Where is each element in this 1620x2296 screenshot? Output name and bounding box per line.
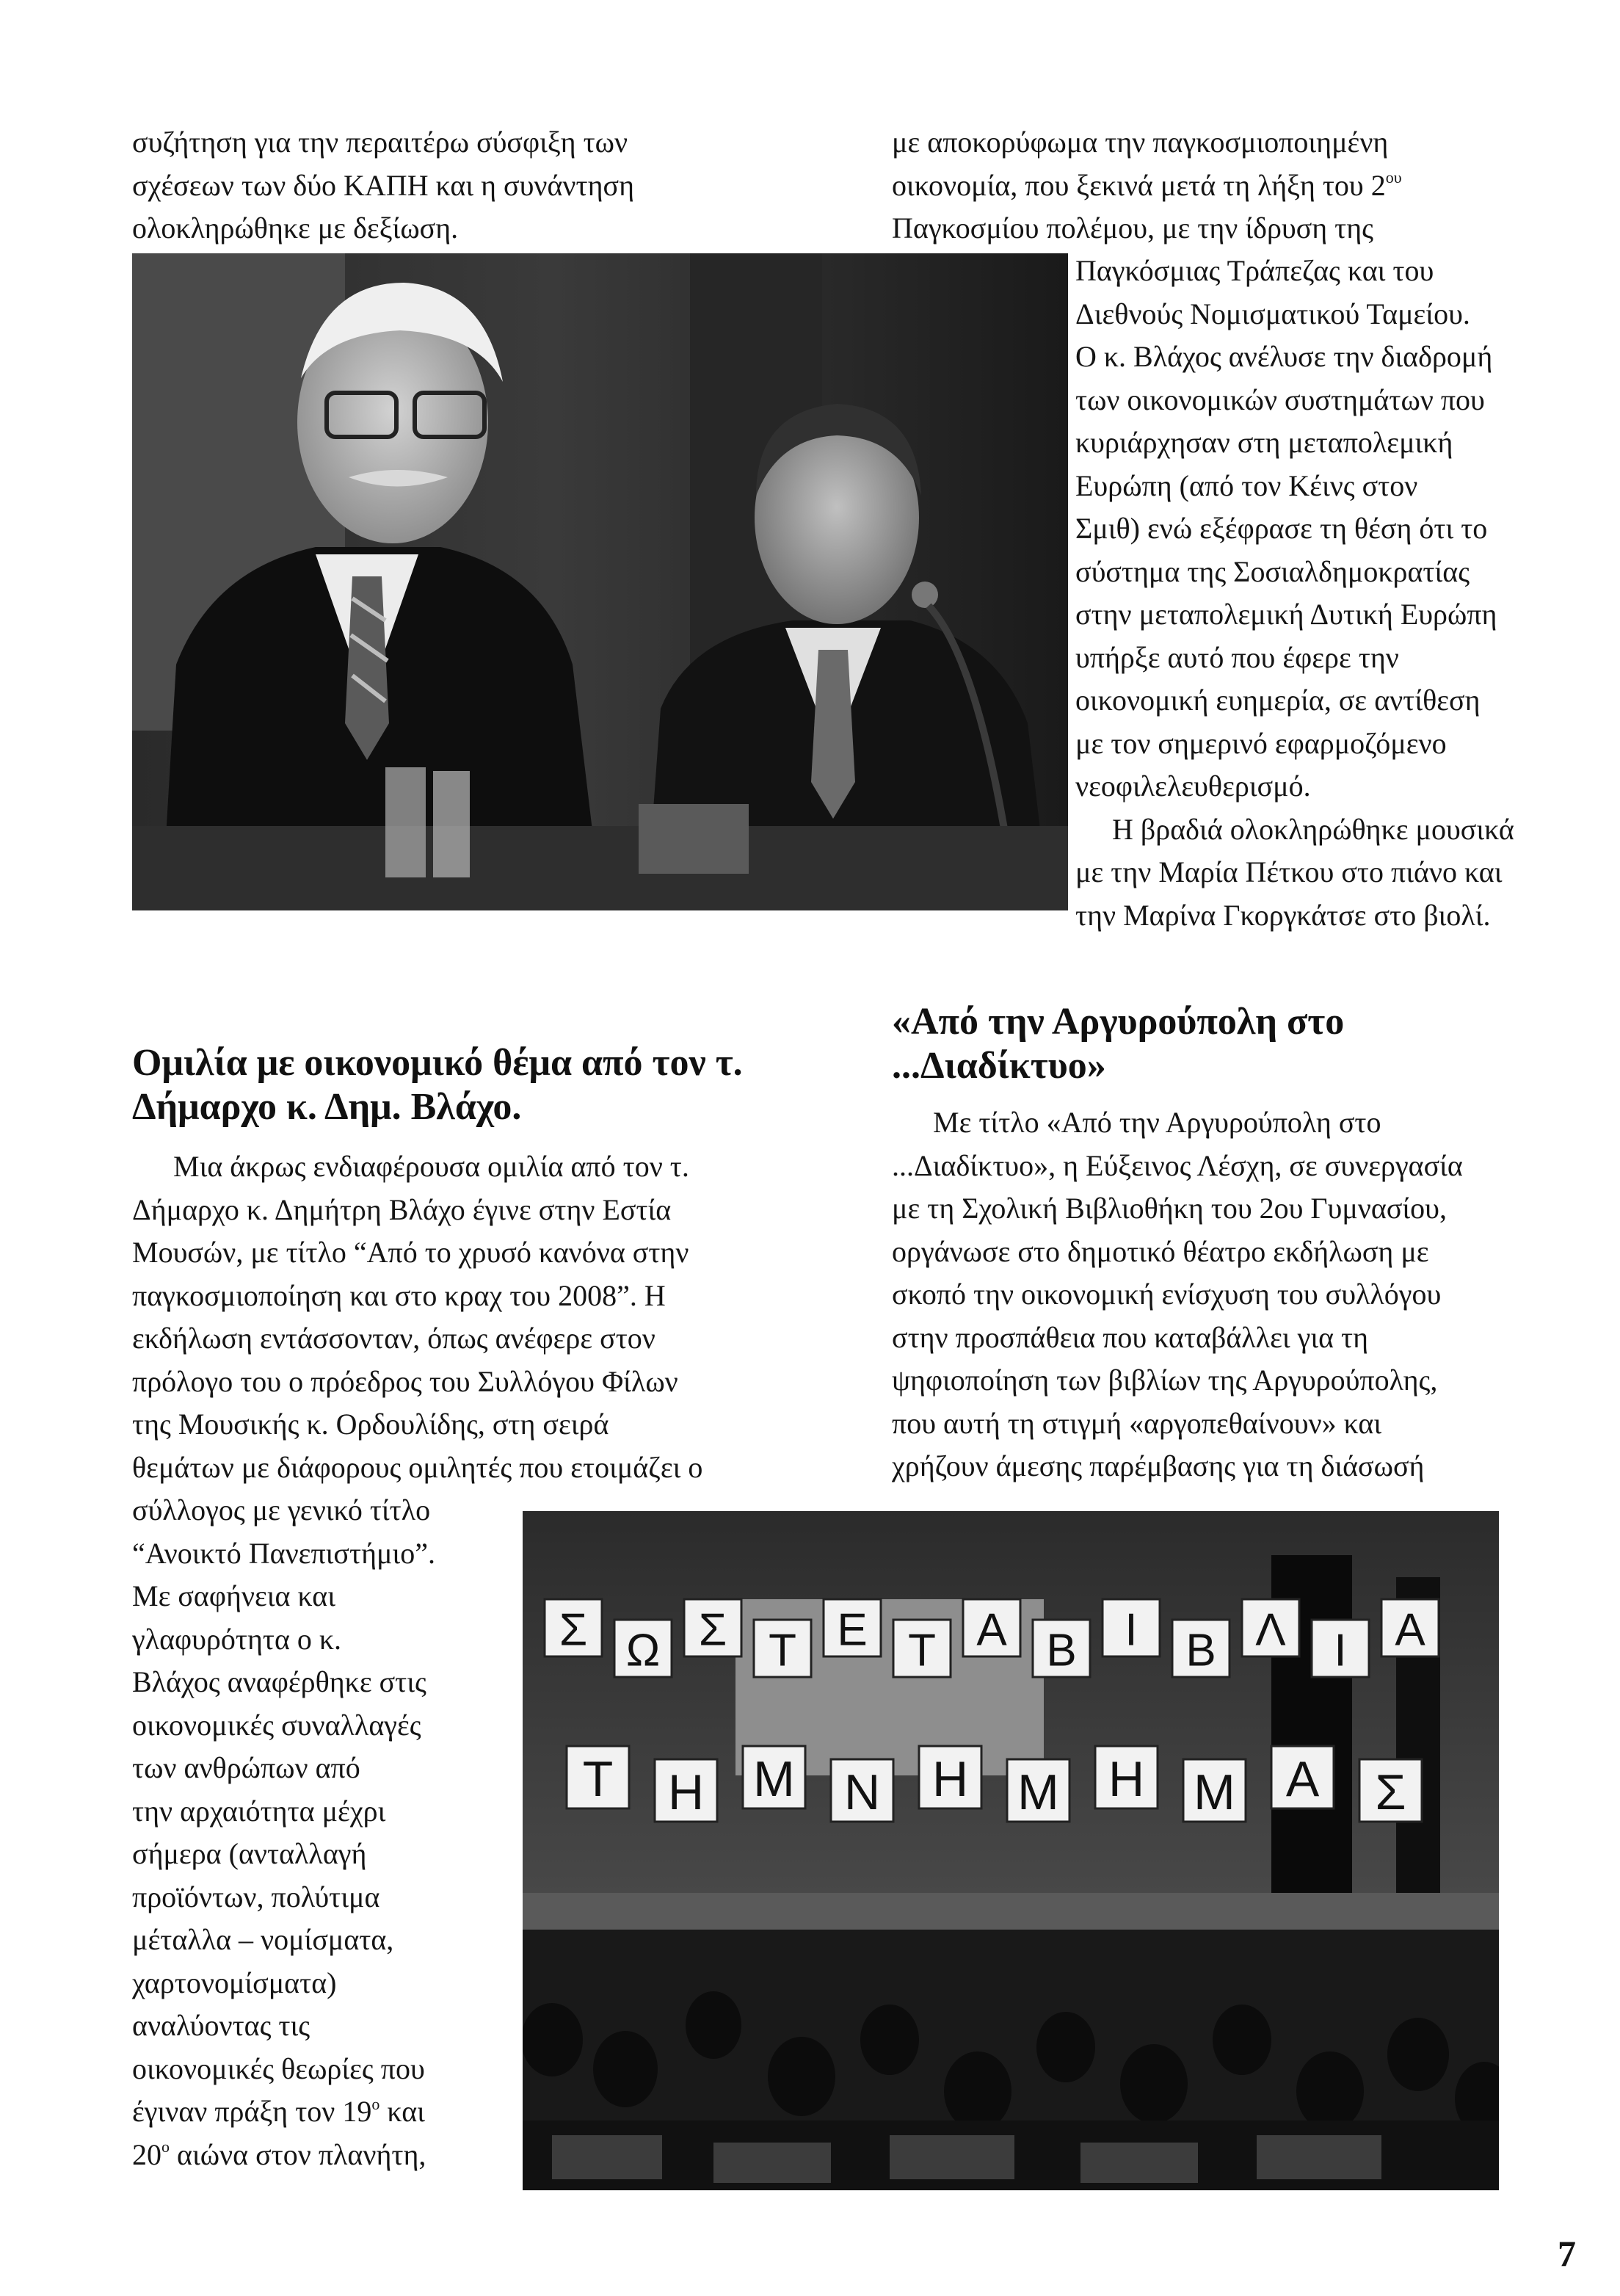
sign-card xyxy=(919,1746,981,1808)
text-line: στην μεταπολεμική Δυτική Ευρώπη xyxy=(1075,598,1497,631)
sign-card xyxy=(824,1599,881,1656)
text-line: την Μαρίνα Γκοργκάτσε στο βιολί. xyxy=(1075,898,1491,932)
sign-card xyxy=(831,1759,893,1822)
text-line: στην προσπάθεια που καταβάλλει για τη xyxy=(892,1320,1369,1354)
text-line: Σμιθ) ενώ εξέφρασε τη θέση ότι το xyxy=(1075,512,1488,545)
sign-card xyxy=(545,1599,602,1656)
text-line: θεμάτων με διάφορους ομιλητές που ετοιμάζει ο xyxy=(132,1450,703,1484)
sign-card xyxy=(684,1599,741,1656)
sign-letter: Η xyxy=(931,1751,969,1807)
text-line: ...Διαδίκτυο», η Εύξεινος Λέσχη, σε συνεργασία xyxy=(892,1148,1463,1182)
text-line: Η βραδιά ολοκληρώθηκε μουσικά xyxy=(1112,812,1514,846)
sign-card xyxy=(1172,1620,1229,1677)
sign-letter: Η xyxy=(667,1764,705,1820)
superscript: ο xyxy=(371,2094,380,2113)
text-line xyxy=(892,164,1402,208)
text-line: γλαφυρότητα ο κ. xyxy=(132,1622,342,1656)
text-span: έγιναν πράξη τον 19 xyxy=(132,2095,372,2128)
text-line: πρόλογο του ο πρόεδρος του Συλλόγου Φίλων xyxy=(132,1364,678,1398)
text-line: Παγκόσμιας Τράπεζας και του xyxy=(1075,254,1434,287)
library-event-heading xyxy=(892,1000,1344,1088)
sign-letter: Β xyxy=(1046,1625,1077,1676)
text-line: των ανθρώπων από xyxy=(132,1751,360,1784)
text-line: Ο κ. Βλάχος ανέλυσε την διαδρομή xyxy=(1075,340,1493,373)
sign-card xyxy=(1095,1746,1158,1808)
text-line: σύλλογος με γενικό τίτλο xyxy=(132,1493,431,1527)
text-span: οικονομία, που ξεκινά μετά τη λήξη του 2 xyxy=(892,168,1386,202)
sign-letter: Μ xyxy=(1017,1764,1059,1820)
text-line: της Μουσικής κ. Ορδουλίδης, στη σειρά xyxy=(132,1408,609,1441)
sign-card xyxy=(1103,1599,1160,1656)
text-line: εκδήλωση εντάσσονταν, όπως ανέφερε στον xyxy=(132,1322,655,1355)
sign-letter: Ε xyxy=(837,1604,868,1656)
sign-letter: Α xyxy=(1395,1604,1425,1656)
text-line: με αποκορύφωμα την παγκοσμιοποιημένη xyxy=(892,126,1389,159)
sign-letter: Η xyxy=(1108,1751,1145,1807)
text-line: οικονομική ευημερία, σε αντίθεση xyxy=(1075,684,1481,717)
intro-paragraph-left xyxy=(132,121,634,250)
sign-letter: Σ xyxy=(698,1604,727,1656)
text-line: “Ανοικτό Πανεπιστήμιο”. xyxy=(132,1536,435,1570)
text-line: σχέσεων των δύο ΚΑΠΗ και η συνάντηση xyxy=(132,168,634,202)
text-line: με την Μαρία Πέτκου στο πιάνο και xyxy=(1075,855,1503,888)
text-line: που αυτή τη στιγμή «αργοπεθαίνουν» και xyxy=(892,1406,1382,1440)
text-line: Μια άκρως ενδιαφέρουσα ομιλία από τον τ. xyxy=(173,1150,689,1183)
text-line: συζήτηση για την περαιτέρω σύσφιξη των xyxy=(132,126,628,159)
text-line: Παγκοσμίου πολέμου, με την ίδρυση της xyxy=(892,211,1374,245)
library-event-body xyxy=(892,1101,1463,1488)
economy-lecture-heading xyxy=(132,1041,743,1129)
sign-card xyxy=(1271,1746,1334,1808)
text-line: κυριάρχησαν στη μεταπολεμική xyxy=(1075,426,1453,459)
sign-letter: Β xyxy=(1185,1625,1216,1676)
sign-card xyxy=(567,1746,629,1808)
text-line: Διεθνούς Νομισματικού Ταμείου. xyxy=(1075,297,1470,330)
text-line: Μουσών, με τίτλο “Από το χρυσό κανόνα στην xyxy=(132,1236,689,1269)
text-line: ψηφιοποίηση των βιβλίων της Αργυρούπολης, xyxy=(892,1364,1438,1397)
sign-card xyxy=(1381,1599,1439,1656)
sign-letter: Ι xyxy=(1125,1604,1138,1656)
text-span: και xyxy=(379,2095,425,2128)
text-line: σήμερα (ανταλλαγή xyxy=(132,1837,367,1870)
sign-card xyxy=(614,1620,672,1677)
sign-letter: Μ xyxy=(1194,1764,1235,1820)
text-line: Βλάχος αναφέρθηκε στις xyxy=(132,1665,426,1698)
text-line: παγκοσμιοποίηση και στο κραχ του 2008”. Η xyxy=(132,1278,666,1312)
text-line: χρήζουν άμεσης παρέμβασης για τη διάσωσή xyxy=(892,1449,1425,1482)
text-line: οικονομικές θεωρίες που xyxy=(132,2051,425,2085)
text-line: οργάνωσε στο δημοτικό θέατρο εκδήλωση με xyxy=(892,1234,1429,1268)
sign-letter: Λ xyxy=(1255,1604,1286,1656)
sign-card xyxy=(1359,1759,1422,1822)
sign-letter: Σ xyxy=(559,1604,588,1656)
text-line: χαρτονομίσματα) xyxy=(132,1966,337,1999)
sign-letter: Τ xyxy=(908,1625,936,1676)
sign-letter: Ι xyxy=(1334,1625,1347,1676)
speakers-photo-image xyxy=(132,253,1068,910)
sign-letter: Τ xyxy=(769,1625,796,1676)
text-span: 20 xyxy=(132,2137,161,2171)
sign-letter: Ω xyxy=(625,1625,661,1676)
text-line: την αρχαιότητα μέχρι xyxy=(132,1794,386,1828)
stage-performance-image xyxy=(523,1511,1499,2190)
superscript: ο xyxy=(161,2137,170,2156)
text-line: Με τίτλο «Από την Αργυρούπολη στο xyxy=(933,1106,1381,1139)
speakers-photo xyxy=(132,253,1068,910)
heading-line: Ομιλία με οικονομικό θέμα από τον τ. xyxy=(132,1042,743,1084)
sign-card xyxy=(655,1759,717,1822)
text-line: υπήρξε αυτό που έφερε την xyxy=(1075,640,1399,674)
text-line: με τον σημερινό εφαρμοζόμενο xyxy=(1075,726,1447,760)
heading-line: Δήμαρχο κ. Δημ. Βλάχο. xyxy=(132,1086,522,1128)
sign-card xyxy=(1033,1620,1090,1677)
heading-line: «Από την Αργυρούπολη στο xyxy=(892,1001,1345,1043)
text-line: αναλύοντας τις xyxy=(132,2009,310,2042)
sign-card xyxy=(1183,1759,1246,1822)
text-line: μέταλλα – νομίσματα, xyxy=(132,1923,394,1956)
sign-card xyxy=(963,1599,1020,1656)
sign-letter: Α xyxy=(976,1604,1007,1656)
stage-performance-photo xyxy=(523,1511,1499,2190)
text-line: των οικονομικών συστημάτων που xyxy=(1075,383,1485,416)
sign-card xyxy=(893,1620,951,1677)
sign-card xyxy=(1007,1759,1069,1822)
superscript: ου xyxy=(1385,168,1402,187)
intro-paragraph-right xyxy=(892,121,1402,250)
sign-card xyxy=(1242,1599,1299,1656)
text-span: αιώνα στον πλανήτη, xyxy=(170,2137,426,2171)
text-line: Με σαφήνεια και xyxy=(132,1579,336,1612)
text-line: σκοπό την οικονομική ενίσχυση του συλλόγου xyxy=(892,1278,1442,1311)
economy-paragraph xyxy=(1075,250,1514,937)
text-line: νεοφιλελευθερισμό. xyxy=(1075,769,1311,803)
sign-letter: Ν xyxy=(843,1764,881,1820)
text-line: ολοκληρώθηκε με δεξίωση. xyxy=(132,211,459,245)
sign-letter: Σ xyxy=(1375,1764,1406,1820)
sign-card xyxy=(754,1620,811,1677)
text-line: με τη Σχολική Βιβλιοθήκη του 2ου Γυμνασίου, xyxy=(892,1192,1447,1225)
sign-card xyxy=(743,1746,805,1808)
page-number: 7 xyxy=(1558,2233,1576,2274)
sign-letter: Α xyxy=(1285,1751,1320,1807)
text-line: σύστημα της Σοσιαλδημοκρατίας xyxy=(1075,554,1470,588)
text-line: Ευρώπη (από τον Κέινς στον xyxy=(1075,468,1418,502)
sign-letter: Τ xyxy=(582,1751,614,1807)
heading-line: ...Διαδίκτυο» xyxy=(892,1045,1106,1087)
sign-card xyxy=(1312,1620,1369,1677)
sign-letter: Μ xyxy=(753,1751,795,1807)
text-line: οικονομικές συναλλαγές xyxy=(132,1708,421,1742)
text-line: Δήμαρχο κ. Δημήτρη Βλάχο έγινε στην Εστία xyxy=(132,1192,672,1226)
text-line: προϊόντων, πολύτιμα xyxy=(132,1880,380,1913)
